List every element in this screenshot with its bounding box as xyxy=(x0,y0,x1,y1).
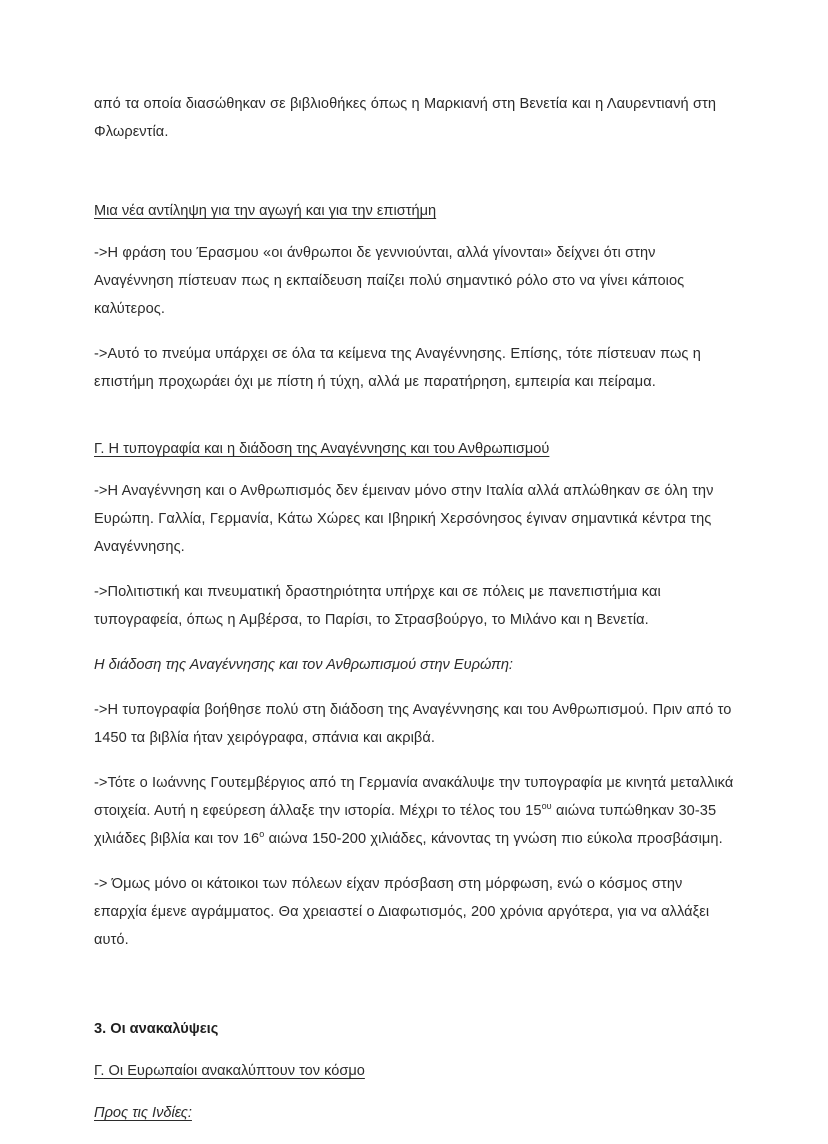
heading-typography-diffusion: Γ. Η τυπογραφία και η διάδοση της Αναγέννησης και του Ανθρωπισμού xyxy=(94,441,550,457)
paragraph-printing-helped-diffusion: ->Η τυπογραφία βοήθησε πολύ στη διάδοση της Αναγέννησης και του Ανθρωπισμού. Πριν από το 1450 τα βιβλία ήταν χειρόγραφα, σπάνια και ακριβά. xyxy=(94,702,732,746)
gutenberg-text-part-2: αιώνα τυπώθηκαν 30-35 χιλιάδες βιβλία και τον 16 xyxy=(94,803,717,847)
subheading-towards-the-indies: Προς τις Ινδίες: xyxy=(94,1105,192,1121)
paragraph-intro-libraries: από τα οποία διασώθηκαν σε βιβλιοθήκες όπως η Μαρκιανή στη Βενετία και η Λαυρεντιανή στη Φλωρεντία. xyxy=(94,96,717,140)
section-spacer xyxy=(94,971,734,1015)
subheading-diffusion-in-europe: Η διάδοση της Αναγέννησης και τον Ανθρωπισμού στην Ευρώπη: xyxy=(94,657,513,673)
paragraph-renaissance-spirit: ->Αυτό το πνεύμα υπάρχει σε όλα τα κείμενα της Αναγέννησης. Επίσης, τότε πίστευαν πως η επιστήμη προχωράει όχι με πίστη ή τύχη, αλλά με παρατήρηση, εμπειρία και πείραμα. xyxy=(94,346,702,390)
document-text-column xyxy=(94,90,734,1144)
paragraph-gutenberg-invention xyxy=(94,769,734,853)
gutenberg-text-part-3: αιώνα 150-200 χιλιάδες, κάνοντας τη γνώση πιο εύκολα προσβάσιμη. xyxy=(264,831,723,847)
ordinal-superscript-15th: ου xyxy=(541,801,552,812)
paragraph-urban-literacy: -> Όμως μόνο οι κάτοικοι των πόλεων είχαν πρόσβαση στη μόρφωση, ενώ ο κόσμος στην επαρχία έμενε αγράμματος. Θα χρειαστεί ο Διαφωτισμός, 200 χρόνια αργότερα, για να αλλάξει αυτό. xyxy=(94,876,710,948)
heading-new-perception: Μια νέα αντίληψη για την αγωγή και για την επιστήμη xyxy=(94,203,437,219)
paragraph-erasmus-quote: ->Η φράση του Έρασμου «οι άνθρωποι δε γεννιούνται, αλλά γίνονται» δείχνει ότι στην Αναγέννηση πίστευαν πως η εκπαίδευση παίζει πολύ σημαντικό ρόλο στο να γίνει κάποιος καλύτερος. xyxy=(94,245,685,317)
paragraph-cultural-activity-cities: ->Πολιτιστική και πνευματική δραστηριότητα υπήρχε και σε πόλεις με πανεπιστήμια και τυπογραφεία, όπως η Αμβέρσα, το Παρίσι, το Στρασβούργο, το Μιλάνο και η Βενετία. xyxy=(94,584,661,628)
section-spacer xyxy=(94,413,734,435)
paragraph-spread-across-europe: ->Η Αναγέννηση και ο Ανθρωπισμός δεν έμειναν μόνο στην Ιταλία αλλά απλώθηκαν σε όλη την Ευρώπη. Γαλλία, Γερμανία, Κάτω Χώρες και Ιβηρική Χερσόνησος έγιναν σημαντικά κέντρα της Αναγέννησης. xyxy=(94,483,714,555)
heading-europeans-discover-world: Γ. Οι Ευρωπαίοι ανακαλύπτουν τον κόσμο xyxy=(94,1063,365,1079)
heading-section-3-discoveries: 3. Οι ανακαλύψεις xyxy=(94,1021,219,1037)
ordinal-superscript-16th: ο xyxy=(259,829,265,840)
gutenberg-text-part-1: ->Τότε ο Ιωάννης Γουτεμβέργιος από τη Γερμανία ανακάλυψε την τυπογραφία με κινητά μεταλλικά στοιχεία. Αυτή η εφεύρεση άλλαξε την ιστορία. Μέχρι το τέλος του 15 xyxy=(94,775,734,819)
section-spacer xyxy=(94,163,734,197)
